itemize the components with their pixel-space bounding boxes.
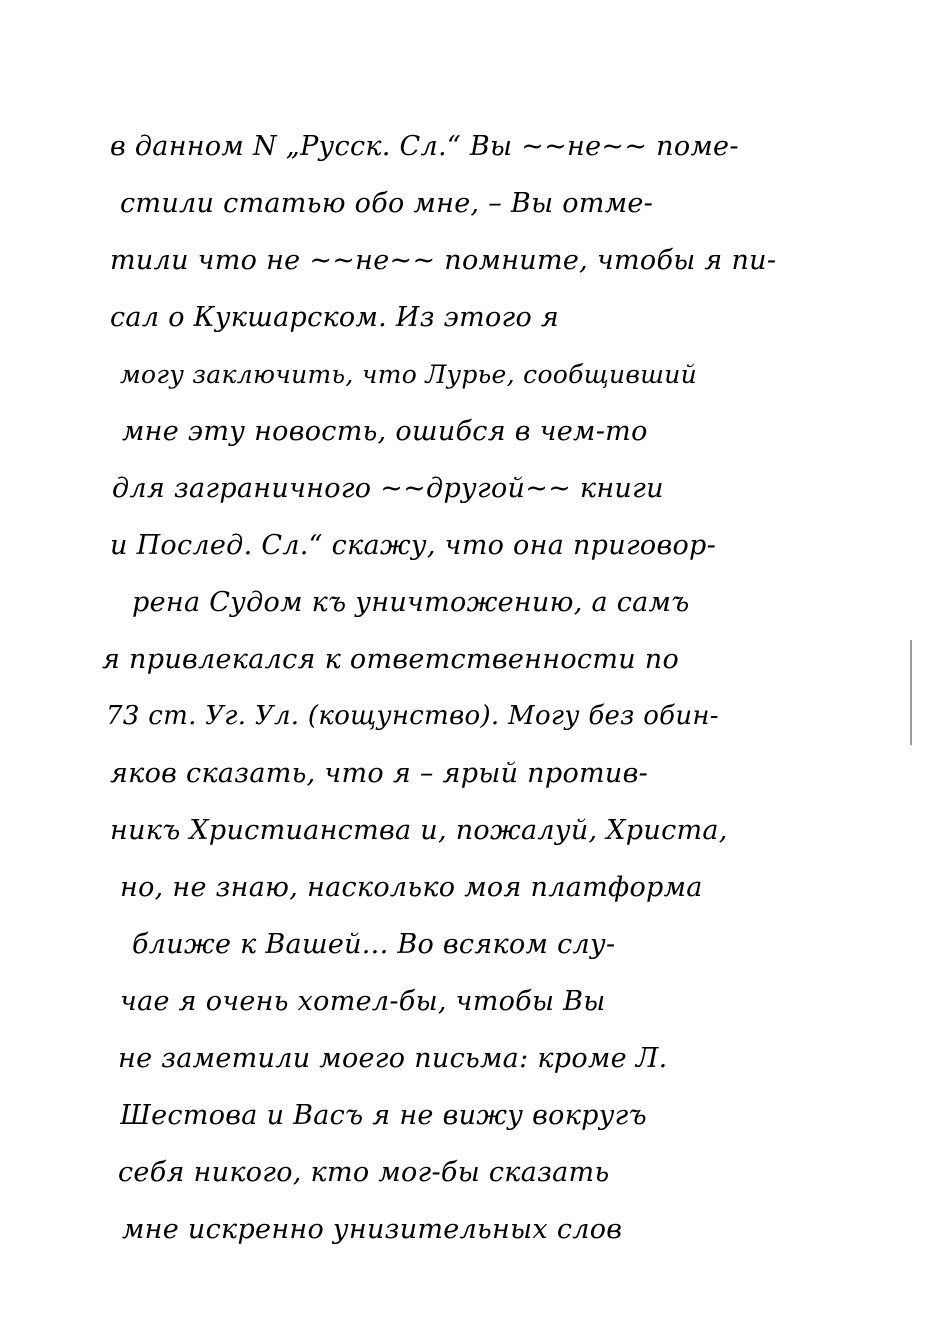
handwritten-line: мне искренно унизительных слов <box>122 1214 623 1245</box>
handwritten-line: чае я очень хотел-бы, чтобы Вы <box>120 986 606 1017</box>
handwritten-line: мне эту новость, ошибся в чем-то <box>122 416 648 447</box>
handwritten-line: не заметили моего письма: кроме Л. <box>118 1043 668 1074</box>
handwritten-line: в данном N „Русск. Сл.“ Вы ~~не~~ поме- <box>110 131 739 162</box>
handwritten-line: яков сказать, что я – ярый против- <box>110 758 649 789</box>
handwritten-text-block <box>102 118 810 1258</box>
handwritten-line: Шестова и Васъ я не вижу вокругъ <box>120 1100 647 1131</box>
scan-edge-mark <box>910 640 912 745</box>
handwritten-line: стили статью обо мне, – Вы отме- <box>120 188 654 219</box>
handwritten-line: для заграничного ~~другой~~ книги <box>112 473 664 504</box>
handwritten-line: я привлекался к ответственности по <box>102 644 680 675</box>
handwritten-line: но, не знаю, насколько моя платформа <box>120 872 703 903</box>
handwritten-line: 73 ст. Уг. Ул. (кощунство). Могу без обин- <box>106 701 719 731</box>
handwritten-line: ближе к Вашей... Во всяком слу- <box>132 929 616 960</box>
handwritten-line: рена Судом къ уничтожению, а самъ <box>132 587 690 618</box>
handwritten-line: тили что не ~~не~~ помните, чтобы я пи- <box>110 245 777 276</box>
handwritten-line: и Послед. Сл.“ скажу, что она приговор- <box>110 530 717 561</box>
handwritten-line: сал о Кукшарском. Из этого я <box>110 302 560 333</box>
handwritten-line: могу заключить, что Лурье, сообщивший <box>120 360 698 389</box>
handwritten-line: себя никого, кто мог-бы сказать <box>118 1157 610 1188</box>
handwritten-line: никъ Христианства и, пожалуй, Христа, <box>110 815 728 846</box>
